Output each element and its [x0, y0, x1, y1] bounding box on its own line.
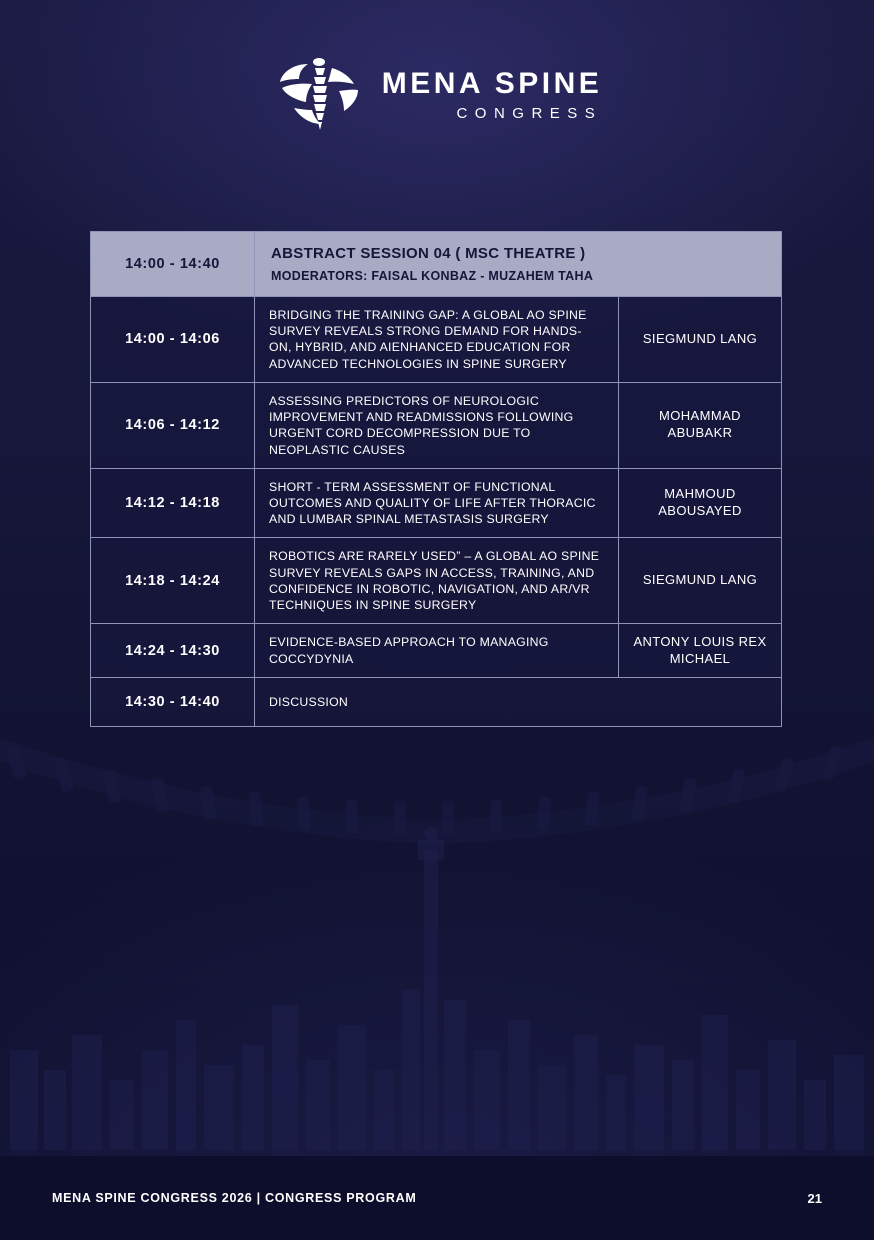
row-title: ASSESSING PREDICTORS OF NEUROLOGIC IMPROVEMENT AND READMISSIONS FOLLOWING URGENT CORD DECOMPRESSION DUE TO NEOPLASTIC CAUSES: [255, 383, 619, 468]
row-title: EVIDENCE-BASED APPROACH TO MANAGING COCCYDYNIA: [255, 624, 619, 676]
session-name: ABSTRACT SESSION 04 ( MSC THEATRE ): [271, 245, 586, 262]
table-row: [91, 624, 781, 677]
session-time: 14:00 - 14:40: [91, 232, 255, 296]
skyline-decoration: [0, 750, 874, 1150]
session-header-text: [255, 232, 781, 296]
page-number: 21: [807, 1190, 822, 1206]
row-time: 14:12 - 14:18: [91, 469, 255, 538]
row-speaker: ANTONY LOUIS REX MICHAEL: [633, 633, 767, 666]
table-row: [91, 297, 781, 383]
row-time: 14:00 - 14:06: [91, 297, 255, 382]
row-speaker: MOHAMMAD ABUBAKR: [659, 408, 741, 441]
table-row: [91, 469, 781, 539]
row-title: DISCUSSION: [269, 694, 349, 709]
table-row-discussion: [91, 678, 781, 726]
row-time: 14:24 - 14:30: [91, 624, 255, 676]
spine-graphic-decoration: [0, 720, 874, 850]
row-time: 14:30 - 14:40: [91, 678, 255, 726]
footer-text: MENA SPINE CONGRESS 2026 | CONGRESS PROGRAM: [52, 1191, 417, 1205]
spine-globe-icon: [272, 52, 368, 134]
skyline-reflection-decoration: [0, 1010, 874, 1160]
row-title: ROBOTICS ARE RARELY USED” – A GLOBAL AO SPINE SURVEY REVEALS GAPS IN ACCESS, TRAINING, AND CONFIDENCE IN ROBOTIC, NAVIGATION, AND AR/VR TECHNIQUES IN SPINE SURGERY: [255, 538, 619, 623]
row-title: SHORT - TERM ASSESSMENT OF FUNCTIONAL OUTCOMES AND QUALITY OF LIFE AFTER THORACIC AND LUMBAR SPINAL METASTASIS SURGERY: [255, 469, 619, 538]
row-time: 14:18 - 14:24: [91, 538, 255, 623]
table-row: [91, 538, 781, 624]
brand-subtitle: CONGRESS: [456, 105, 603, 122]
row-title: BRIDGING THE TRAINING GAP: A GLOBAL AO SPINE SURVEY REVEALS STRONG DEMAND FOR HANDS-ON, HYBRID, AND AIENHANCED EDUCATION FOR ADVANCED TECHNOLOGIES IN SPINE SURGERY: [255, 297, 619, 382]
brand-title: MENA SPINE: [381, 67, 603, 100]
session-header-row: [91, 232, 781, 297]
session-moderators: MODERATORS: FAISAL KONBAZ - MUZAHEM TAHA: [271, 269, 594, 283]
row-speaker: SIEGMUND LANG: [642, 330, 758, 346]
row-time: 14:06 - 14:12: [91, 383, 255, 468]
row-speaker: SIEGMUND LANG: [642, 572, 758, 588]
page-footer: [0, 1156, 874, 1240]
brand-logo: [0, 52, 874, 134]
session-table: [90, 231, 782, 727]
table-row: [91, 383, 781, 469]
row-speaker: MAHMOUD ABOUSAYED: [658, 486, 742, 519]
